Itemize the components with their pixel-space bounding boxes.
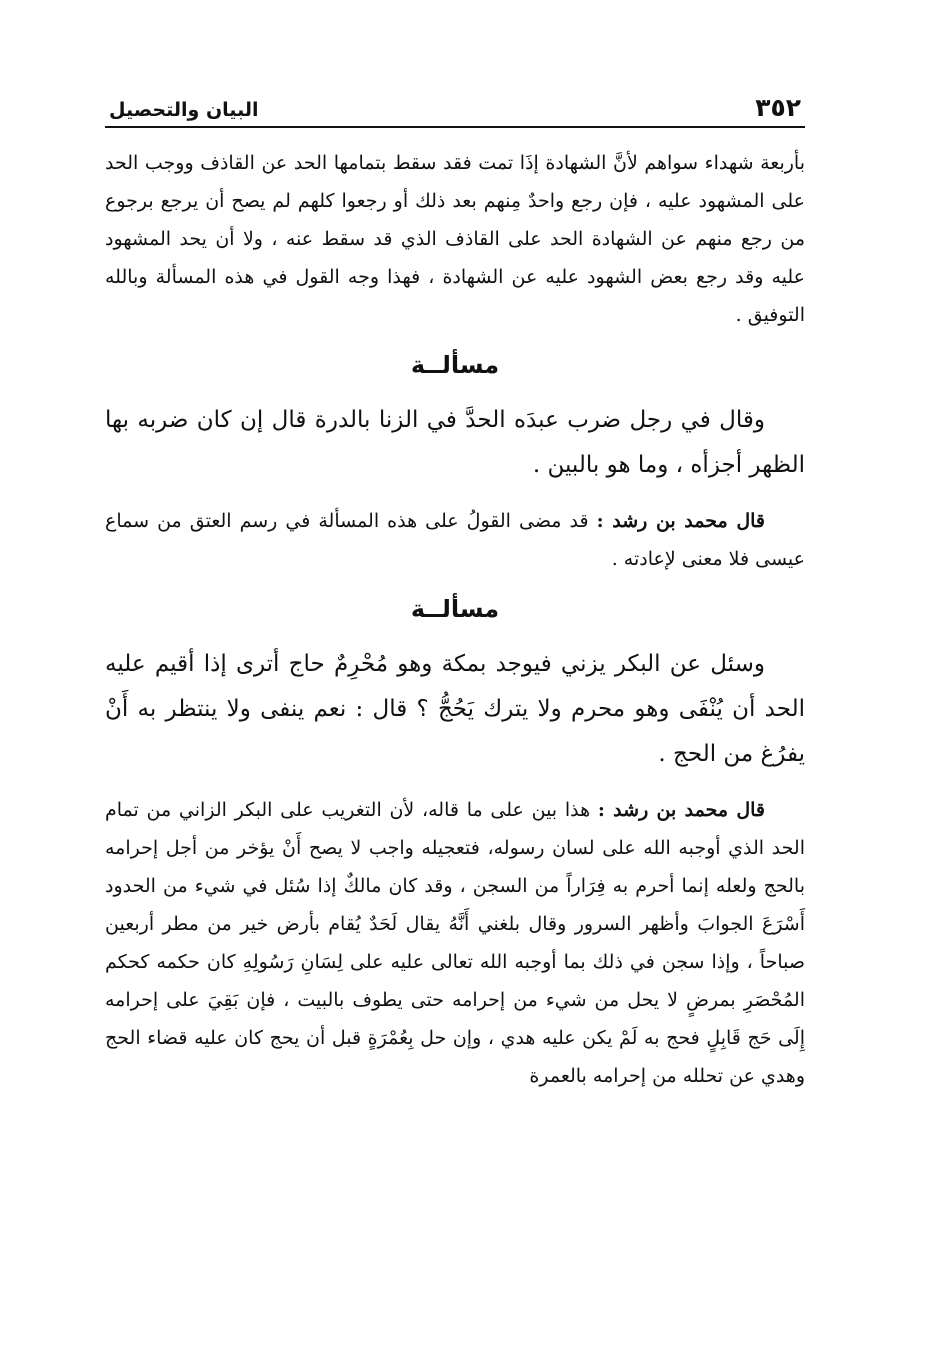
commentator-name-2: قال محمد بن رشد : <box>597 799 766 821</box>
commentator-name-1: قال محمد بن رشد : <box>596 510 765 532</box>
running-title: البيان والتحصيل <box>109 99 259 121</box>
section-heading-2: مسألــة <box>410 595 500 623</box>
question-paragraph-1: وقال في رجل ضرب عبدَه الحدَّ في الزنا بالدرة قال إن كان ضربه بها الظهر أجزأه ، وما هو بالبين . <box>105 407 805 478</box>
page-body <box>105 144 805 1095</box>
commentary-paragraph-1 <box>105 502 805 578</box>
question-paragraph-2: وسئل عن البكر يزني فيوجد بمكة وهو مُحْرِمٌ حاج أترى إذا أقيم عليه الحد أن يُنْفَى وهو محرم ولا يترك يَحُجُّ ؟ قال : نعم ينفى ولا ينتظر به أَنْ يفرُغ من الحج . <box>105 651 805 767</box>
page-number: ٣٥٢ <box>755 93 801 122</box>
commentary-paragraph-2 <box>105 791 805 1095</box>
paragraph-continuation: بأربعة شهداء سواهم لأنَّ الشهادة إذَا تمت فقد سقط بتمامها الحد عن القاذف ووجب الحد على المشهود عليه ، فإن رجع واحدٌ مِنهم بعد ذلك أو رجعوا كلهم لم يصح أن يرجع برجوع من رجع منهم عن الشهادة الحد على القاذف الذي قد سقط عنه ، ولا أن يحد المشهود عليه وقد رجع بعض الشهود عليه عن الشهادة ، فهذا وجه القول في هذه المسألة وبالله التوفيق . <box>105 152 805 326</box>
commentary-text-2: هذا بين على ما قاله، لأن التغريب على البكر الزاني من تمام الحد الذي أوجبه الله على لسان رسوله، فتعجيله واجب لا يصح أَنْ يؤخر من أجل إحرامه بالحج ولعله إنما أحرم به فِرَاراً من السجن ، وقد كان مالكٌ إذا سُئل في شيء من الحدود أَسْرَعَ الجوابَ وأظهر السرور وقال بلغني أَنَّهُ يقال لَحَدٌ يُقام بأرض خير من مطر أربعين صباحاً ، وإذا سجن في ذلك بما أوجبه الله تعالى عليه على لِسَانِ رَسُولِهِ كان حكمه كحكم المُحْصَرِ بمرضٍ لا يحل من شيء من إحرامه حتى يطوف بالبيت ، فإن بَقِيَ على إحرامه إِلَى حَج قَابِلٍ فحج به لَمْ يكن عليه هدي ، وإن حل بِعُمْرَةٍ قبل أن يحج كان عليه قضاء الحج وهدي عن تحلله من إحرامه بالعمرة <box>105 799 805 1087</box>
section-heading-1: مسألــة <box>410 351 500 379</box>
running-header <box>105 88 805 128</box>
commentary-text-1: قد مضى القولُ على هذه المسألة في رسم العتق من سماع عيسى فلا معنى لإعادته . <box>105 510 805 570</box>
book-page <box>105 88 805 1095</box>
